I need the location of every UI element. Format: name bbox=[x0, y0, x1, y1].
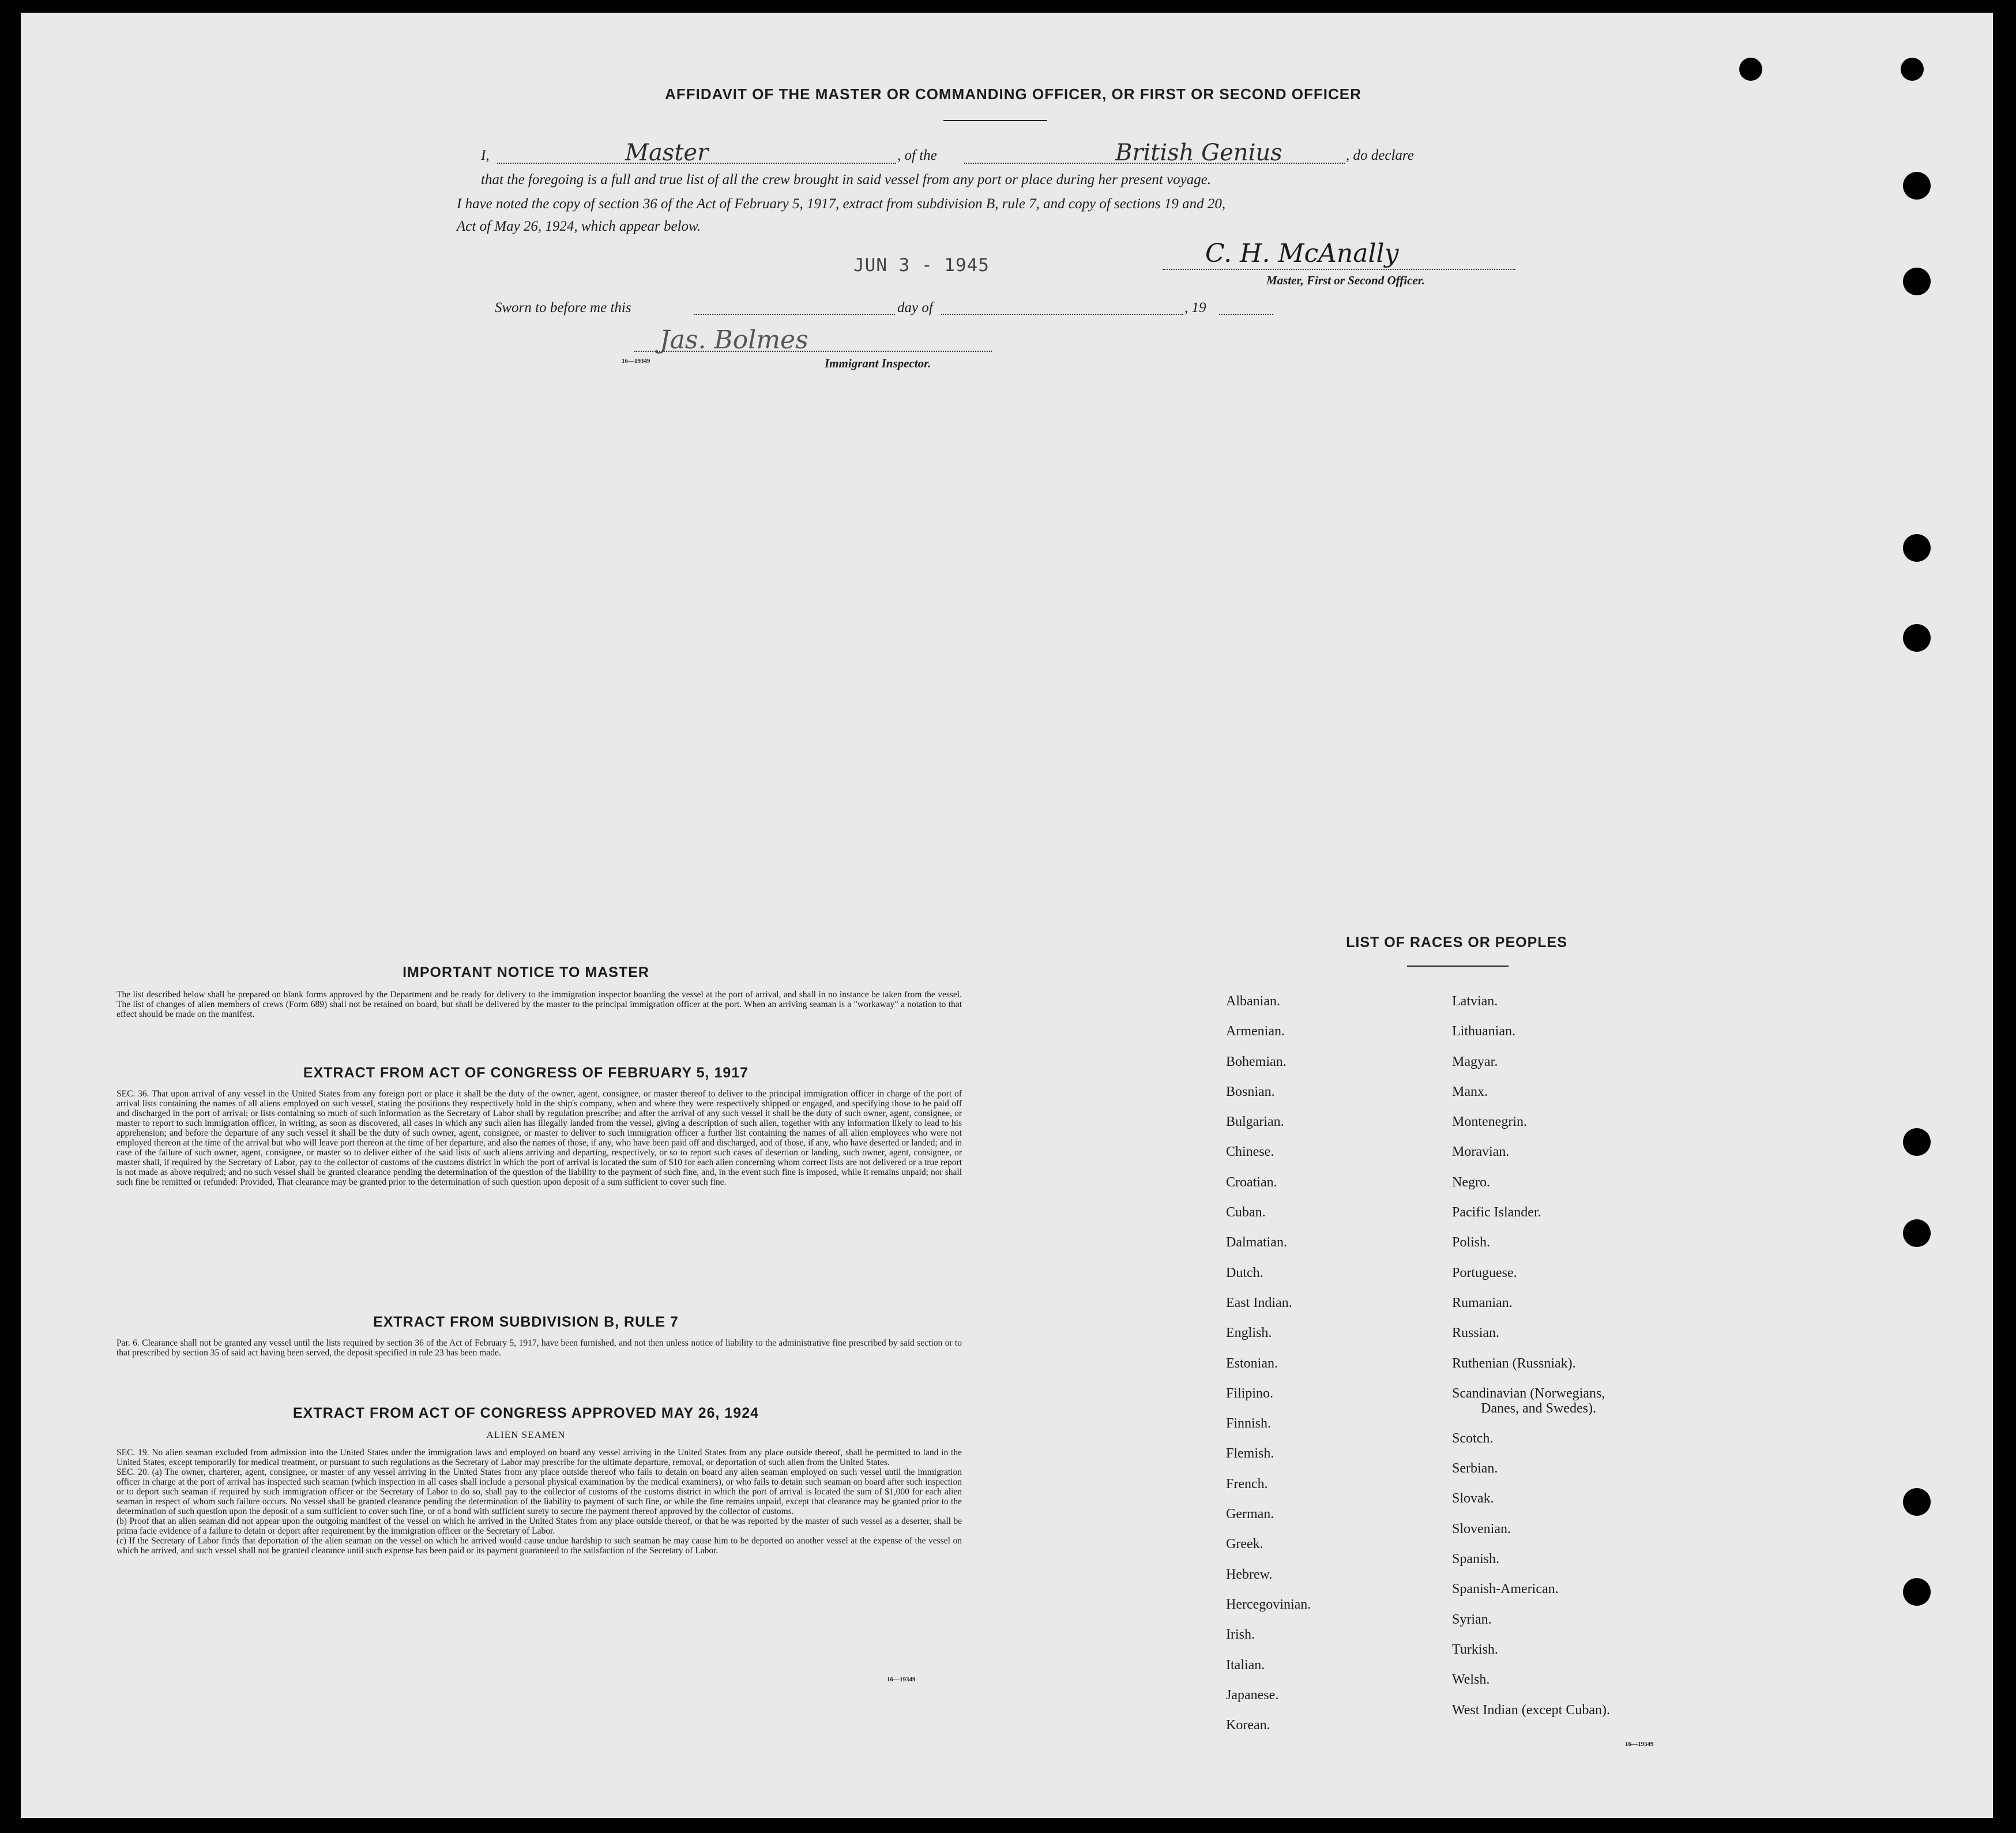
race-item: Syrian. bbox=[1452, 1612, 1492, 1627]
master-signature-caption: Master, First or Second Officer. bbox=[1266, 273, 1425, 287]
binder-hole bbox=[1903, 1219, 1931, 1247]
extract-1924-subtitle: ALIEN SEAMEN bbox=[486, 1429, 566, 1440]
race-item: Greek. bbox=[1226, 1537, 1263, 1552]
document-page bbox=[21, 13, 1993, 1818]
sec-19-text: SEC. 19. No alien seaman excluded from admission into the United States under the immigration laws and employed on board any vessel arriving in the United States from any place outside thereof, shall be permitted to land in the United States, except temporarily for medical treatment, or pursuant to such regulations as the Secretary of Labor may prescribe for the ultimate departure, removal, or deportation of such alien from the United States. bbox=[116, 1448, 962, 1467]
sworn-label: Sworn to before me this bbox=[495, 300, 631, 315]
race-item: Croatian. bbox=[1226, 1174, 1277, 1190]
inspector-caption: Immigrant Inspector. bbox=[825, 356, 931, 370]
binder-hole bbox=[1739, 58, 1762, 81]
master-name-handwriting: Master bbox=[625, 140, 709, 166]
extract-1924-title: EXTRACT FROM ACT OF CONGRESS APPROVED MAY 26, 1924 bbox=[292, 1405, 759, 1421]
extract-1917-title: EXTRACT FROM ACT OF CONGRESS OF FEBRUARY 5, 1917 bbox=[303, 1065, 749, 1081]
race-item: Slovak. bbox=[1452, 1491, 1494, 1507]
races-form-number: 16—19349 bbox=[1625, 1741, 1654, 1748]
binder-hole bbox=[1903, 1128, 1931, 1156]
race-item: Estonian. bbox=[1226, 1355, 1278, 1371]
race-item: Bohemian. bbox=[1226, 1054, 1287, 1069]
sec-20b-text: (b) Proof that an alien seaman did not appear upon the outgoing manifest of the vessel on which he arrived in the United States from any place outside thereof, or that he was reported by the master of such vessel as a deserter, shall be prima facie evidence of a failure to detain or deport after requirement by the immigration officer or the Secretary of Labor. bbox=[116, 1516, 962, 1536]
notice-body: The list described below shall be prepared on blank forms approved by the Department and be ready for delivery to the immigration inspector boarding the vessel at the port of arrival, and shall in no instance be taken from the vessel. The list of changes of alien members of crews (Form 689) shall not be retained on board, but shall be delivered by the master to the principal immigration officer at the port. When an arriving seaman is a "workaway" a notation to that effect should be made on the manifest. bbox=[116, 990, 962, 1019]
year-label: , 19 bbox=[1184, 300, 1206, 315]
vessel-name-handwriting: British Genius bbox=[1115, 140, 1282, 166]
race-item: Portuguese. bbox=[1452, 1265, 1517, 1280]
day-of-label: day of bbox=[897, 300, 933, 315]
race-item: Manx. bbox=[1452, 1084, 1488, 1099]
of-the-label: , of the bbox=[897, 148, 937, 163]
race-item: English. bbox=[1226, 1325, 1272, 1341]
race-item: Scandinavian (Norwegians, bbox=[1452, 1385, 1605, 1401]
sworn-year-line bbox=[1219, 314, 1273, 315]
extract-rule7-body: Par. 6. Clearance shall not be granted any vessel until the lists required by section 36 of the Act of February 5, 1917, have been furnished, and not then unless notice of liability to the administrative fine prescribed by said section or to that prescribed by section 35 of said act having been served, the deposit specified in rule 23 has been made. bbox=[116, 1338, 962, 1358]
sworn-line bbox=[495, 300, 1302, 320]
race-item: Danes, and Swedes). bbox=[1481, 1400, 1596, 1416]
race-item: Lithuanian. bbox=[1452, 1024, 1515, 1039]
race-item: Hebrew. bbox=[1226, 1567, 1273, 1582]
race-item: Serbian. bbox=[1452, 1461, 1498, 1477]
race-item: Italian. bbox=[1226, 1657, 1265, 1673]
extract-1924-body bbox=[116, 1448, 962, 1556]
race-item: Spanish. bbox=[1452, 1552, 1500, 1567]
inspector-signature: Jas. Bolmes bbox=[660, 325, 808, 355]
race-item: Dutch. bbox=[1226, 1265, 1263, 1280]
race-item: Latvian. bbox=[1452, 994, 1498, 1009]
master-signature: C. H. McAnally bbox=[1205, 239, 1399, 268]
date-stamp: JUN 3 - 1945 bbox=[853, 255, 990, 276]
race-item: Negro. bbox=[1452, 1174, 1490, 1190]
race-item: Slovenian. bbox=[1452, 1521, 1511, 1537]
race-item: Hercegovinian. bbox=[1226, 1597, 1311, 1612]
sworn-month-line bbox=[941, 314, 1183, 315]
races-title: LIST OF RACES OR PEOPLES bbox=[1346, 934, 1567, 951]
race-item: West Indian (except Cuban). bbox=[1452, 1702, 1610, 1718]
race-item: Armenian. bbox=[1226, 1024, 1285, 1039]
affidavit-line-4: Act of May 26, 1924, which appear below. bbox=[457, 219, 701, 234]
race-item: Turkish. bbox=[1452, 1642, 1498, 1657]
race-item: Japanese. bbox=[1226, 1687, 1279, 1703]
affidavit-line-2: that the foregoing is a full and true list of all the crew brought in said vessel from any port or place during her present voyage. bbox=[481, 172, 1212, 187]
affidavit-line-3: I have noted the copy of section 36 of the Act of February 5, 1917, extract from subdivision B, rule 7, and copy of sections 19 and 20, bbox=[457, 196, 1226, 212]
race-item: Polish. bbox=[1452, 1235, 1491, 1250]
race-item: Chinese. bbox=[1226, 1144, 1274, 1160]
race-item: Bulgarian. bbox=[1226, 1114, 1284, 1130]
race-item: Finnish. bbox=[1226, 1416, 1272, 1432]
binder-hole bbox=[1903, 1578, 1931, 1606]
race-item: Welsh. bbox=[1452, 1672, 1490, 1688]
races-right-column bbox=[1452, 986, 1610, 1725]
race-item: Filipino. bbox=[1226, 1385, 1274, 1401]
affidavit-line-1 bbox=[481, 140, 1577, 168]
race-item: Moravian. bbox=[1452, 1144, 1510, 1160]
do-declare-label: , do declare bbox=[1346, 148, 1414, 163]
race-item: Pacific Islander. bbox=[1452, 1205, 1541, 1220]
race-item: East Indian. bbox=[1226, 1295, 1292, 1310]
race-item: Albanian. bbox=[1226, 994, 1280, 1009]
notice-title: IMPORTANT NOTICE TO MASTER bbox=[403, 964, 649, 981]
race-item: Scotch. bbox=[1452, 1430, 1494, 1446]
race-item: Bosnian. bbox=[1226, 1084, 1275, 1099]
sec-20c-text: (c) If the Secretary of Labor finds that deportation of the alien seaman on the vessel on which he arrived would cause undue hardship to such seaman he may cause him to be deported on another vessel at the expense of the vessel on which he arrived, and such vessel shall not be granted clearance until such expense has been paid or its payment guaranteed to the satisfaction of the Secretary of Labor. bbox=[116, 1536, 962, 1556]
extract-rule7-title: EXTRACT FROM SUBDIVISION B, RULE 7 bbox=[373, 1314, 679, 1330]
race-item: Flemish. bbox=[1226, 1446, 1274, 1462]
binder-hole bbox=[1903, 624, 1931, 652]
extract-1917-body: SEC. 36. That upon arrival of any vessel in the United States from any foreign port or place it shall be the duty of the owner, agent, consignee, or master thereof to deliver to the principal immigration officer in charge of the port of arrival lists containing the names of all aliens employed on such vessel, stating the positions they respectively hold in the ship's company, when and where they were respectively shipped or engaged, and specifying those to be paid off and discharged in the port of arrival; or lists containing so much of such information as the Secretary of Labor shall by regulation prescribe; and after the arrival of any such vessel it shall be the duty of such owner, agent, consignee, or master to report to such immigration officer, in writing, as soon as discovered, all cases in which any such alien has illegally landed from the vessel, giving a description of such alien, together with any information likely to lead to his apprehension; and before the departure of any such vessel it shall be the duty of such owner, agent, consignee, or master to deliver to such immigration officer a further list containing the names of all alien employees who were not employed thereon at the time of the arrival but who will leave port thereon at the time of her departure, and also the names of those, if any, who have been paid off and discharged, and of those, if any, who have deserted or landed; and in case of the failure of such owner, agent, consignee, or master so to deliver either of the said lists of such aliens arriving and departing, respectively, or so to report such cases of desertion or landing, such owner, agent, consignee, or master shall, if required by the Secretary of Labor, pay to the collector of customs of the customs district in which the port of arrival is located the sum of $10 for each alien concerning whom correct lists are not delivered or a true report is not made as above required; and no such vessel shall be granted clearance pending the determination of the question of the liability to the payment of such fine, and, in the event such fine is imposed, while it remains unpaid; nor shall such fine be remitted or refunded: Provided, That clearance may be granted prior to the determination of such question upon deposit of a sum sufficient to cover such fine. bbox=[116, 1089, 962, 1187]
inspector-form-number: 16—19349 bbox=[622, 358, 650, 365]
race-item: German. bbox=[1226, 1507, 1274, 1522]
inspector-signature-line bbox=[634, 351, 992, 352]
sec-20a-text: SEC. 20. (a) The owner, charterer, agent, consignee, or master of any vessel arriving in the United States from any place outside thereof who fails to detain on board any alien seaman employed on such vessel until the immigration officer in charge at the port of arrival has inspected such seaman (which inspection in all cases shall include a personal physical examination by the medical examiners), or who fails to detain such seaman on board after such inspection or to deport such seaman if required by such immigration officer or the Secretary of Labor to do so, shall pay to the collector of customs of the customs district in which the port of arrival is located the sum of $1,000 for each alien seaman in respect of whom such failure occurs. No vessel shall be granted clearance pending the determination of the liability to payment of such fine, or while the fine remains unpaid, except that clearance may be granted prior to the determination of such question upon the deposit of a sum sufficient to cover such fine, or of a bond with sufficient surety to secure the payment thereof approved by the collector of customs. bbox=[116, 1467, 962, 1516]
binder-hole bbox=[1903, 268, 1931, 295]
races-title-rule bbox=[1407, 966, 1509, 967]
race-item: Spanish-American. bbox=[1452, 1582, 1559, 1597]
race-item: Magyar. bbox=[1452, 1054, 1498, 1069]
binder-hole bbox=[1901, 58, 1924, 81]
race-item: Russian. bbox=[1452, 1325, 1500, 1341]
race-item: Cuban. bbox=[1226, 1205, 1266, 1220]
affidavit-title: AFFIDAVIT OF THE MASTER OR COMMANDING OFFICER, OR FIRST OR SECOND OFFICER bbox=[665, 85, 1361, 103]
binder-hole bbox=[1903, 1488, 1931, 1516]
notice-form-number: 16—19349 bbox=[887, 1676, 916, 1683]
race-item: French. bbox=[1226, 1476, 1268, 1492]
affidavit-i-label: I, bbox=[481, 148, 490, 163]
race-item: Montenegrin. bbox=[1452, 1114, 1527, 1130]
race-item: Dalmatian. bbox=[1226, 1235, 1287, 1250]
races-left-column bbox=[1226, 986, 1311, 1740]
binder-hole bbox=[1903, 172, 1931, 200]
race-item: Ruthenian (Russniak). bbox=[1452, 1355, 1576, 1371]
race-item: Korean. bbox=[1226, 1718, 1270, 1733]
race-item: Rumanian. bbox=[1452, 1295, 1513, 1310]
race-item: Irish. bbox=[1226, 1627, 1255, 1643]
sworn-day-line bbox=[694, 314, 895, 315]
master-signature-line bbox=[1163, 269, 1515, 270]
affidavit-title-rule bbox=[943, 120, 1047, 121]
binder-hole bbox=[1903, 534, 1931, 562]
